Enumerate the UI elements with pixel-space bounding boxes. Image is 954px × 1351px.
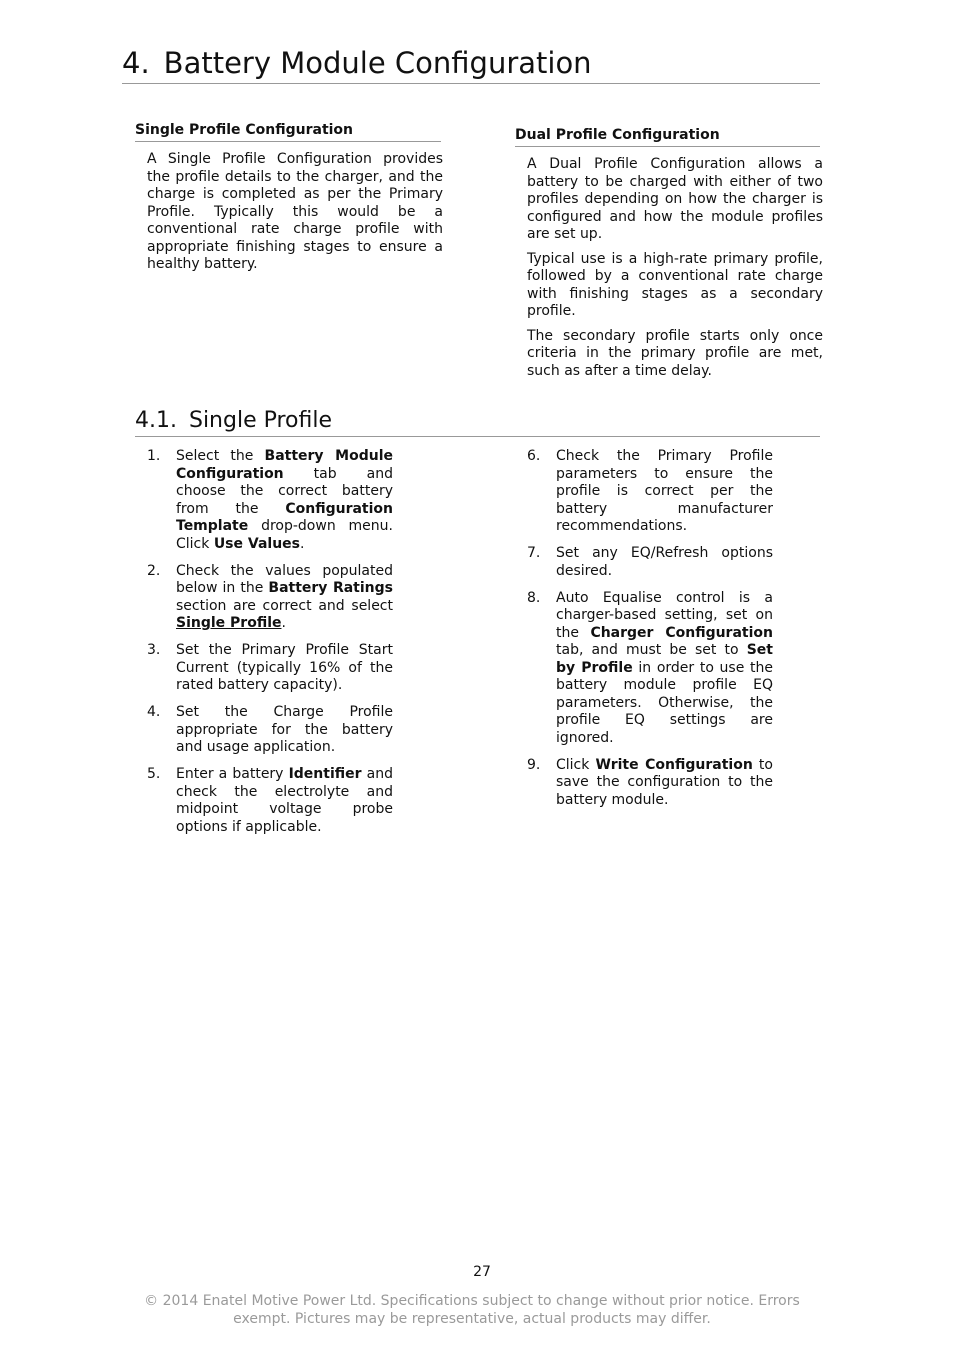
footer-line: © 2014 Enatel Motive Power Ltd. Specifications subject to change without prior notice. Errors xyxy=(144,1293,800,1309)
step-text: Check the Primary Profile parameters to ensure the profile is correct per the battery manufacturer recommendations. xyxy=(556,448,773,534)
section-number: 4.1. xyxy=(135,408,177,433)
step-number: 6. xyxy=(527,448,541,464)
step-text: in order to use the battery module profile EQ parameters. Otherwise, the profile EQ settings are ignored. xyxy=(556,659,773,746)
single-profile-config-block xyxy=(135,120,441,142)
step-text: . xyxy=(281,615,286,631)
step-number: 8. xyxy=(527,589,541,606)
step-number: 2. xyxy=(147,562,161,579)
step-bold-term: Use Values xyxy=(213,535,300,552)
step-item xyxy=(527,590,773,748)
step-bold-term: Configuration Template xyxy=(176,500,393,534)
step-number: 9. xyxy=(527,756,541,773)
step-text: section are correct and select xyxy=(176,597,393,614)
step-text: Enter a battery xyxy=(176,766,289,782)
step-number: 7. xyxy=(527,545,541,561)
step-number: 1. xyxy=(147,448,161,464)
step-text: Set the Charge Profile appropriate for the battery and usage application. xyxy=(176,704,393,755)
footer-copyright xyxy=(122,1292,822,1328)
step-text: to save the configuration to the battery module. xyxy=(556,756,773,808)
single-profile-config-text: A Single Profile Configuration provides the profile details to the charger, and the charge is completed as per the Primary Profile. Typically this would be a conventional rate charge profile with appropriate finishing stages to ensure a healthy battery. xyxy=(147,151,443,272)
page-number: 27 xyxy=(473,1264,491,1280)
step-bold-term: Identifier xyxy=(288,766,362,782)
step-text: and check the electrolyte and midpoint voltage probe options if applicable. xyxy=(176,766,393,835)
step-item xyxy=(147,766,393,836)
step-item xyxy=(527,545,773,580)
step-text: . xyxy=(300,535,305,552)
step-text: drop-down menu. Click xyxy=(176,518,393,552)
step-item xyxy=(147,642,393,695)
dual-profile-paragraph: The secondary profile starts only once criteria in the primary profile are met, such as after a time delay. xyxy=(527,327,823,379)
section-title: Single Profile xyxy=(188,408,333,433)
step-text: Select the xyxy=(176,448,265,464)
heading-title: Battery Module Configuration xyxy=(163,46,592,80)
step-underlined-term: Single Profile xyxy=(176,615,282,631)
single-profile-config-body xyxy=(147,151,443,281)
step-text: Set any EQ/Refresh options desired. xyxy=(556,545,773,579)
step-item xyxy=(147,704,393,757)
step-bold-term: Charger Configuration xyxy=(590,624,773,641)
step-bold-term: Battery Module Configuration xyxy=(176,448,393,482)
step-item xyxy=(147,563,393,633)
step-number: 3. xyxy=(147,642,161,658)
page-title xyxy=(122,44,820,84)
steps-right-column xyxy=(527,448,773,819)
step-number: 5. xyxy=(147,766,161,782)
dual-profile-paragraph: A Dual Profile Configuration allows a battery to be charged with either of two profiles depending on how the charger is configured and how the module profiles are set up. xyxy=(527,156,823,242)
step-text: Click xyxy=(556,756,596,773)
dual-profile-config-title: Dual Profile Configuration xyxy=(515,125,820,147)
step-text: Check the values populated below in the xyxy=(176,562,393,596)
step-bold-term: Write Configuration xyxy=(595,756,753,773)
footer-line: exempt. Pictures may be representative, actual products may differ. xyxy=(233,1311,711,1327)
step-bold-term: Battery Ratings xyxy=(268,580,393,596)
step-item xyxy=(527,448,773,536)
step-text: Auto Equalise control is a charger-based setting, set on the xyxy=(556,589,773,641)
section-heading xyxy=(135,406,820,437)
single-profile-config-title: Single Profile Configuration xyxy=(135,120,441,142)
dual-profile-config-body xyxy=(527,156,823,387)
steps-left-column xyxy=(147,448,393,846)
step-text: tab, and must be set to xyxy=(556,642,747,658)
step-item xyxy=(147,448,393,553)
step-text: Set the Primary Profile Start Current (typically 16% of the rated battery capacity). xyxy=(176,642,393,693)
step-text: tab and choose the correct battery from the xyxy=(176,465,393,517)
step-bold-term: Set by Profile xyxy=(556,642,773,676)
dual-profile-paragraph: Typical use is a high-rate primary profile, followed by a conventional rate charge with finishing stages as a secondary profile. xyxy=(527,250,823,319)
step-item xyxy=(527,757,773,810)
dual-profile-config-block xyxy=(515,125,820,147)
heading-number: 4. xyxy=(122,46,150,80)
step-number: 4. xyxy=(147,704,161,720)
